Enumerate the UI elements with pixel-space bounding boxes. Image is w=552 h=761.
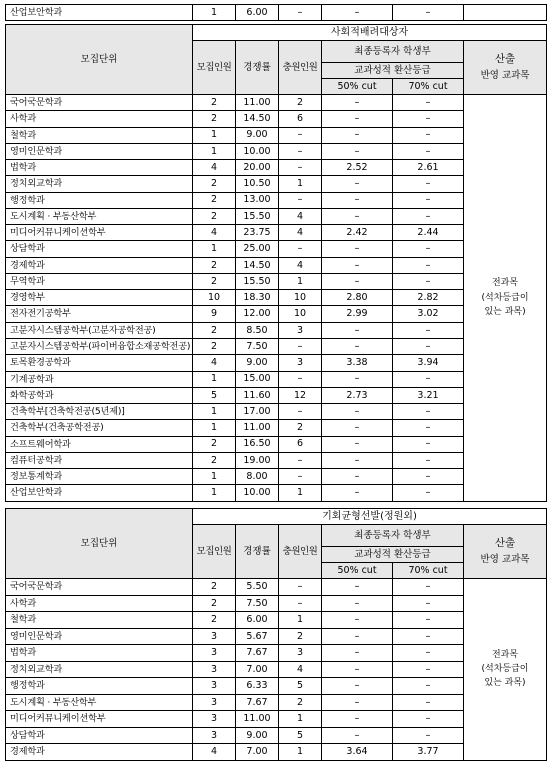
header-unit: 모집단위: [6, 509, 193, 579]
recruit-count: 1: [193, 420, 236, 436]
additional-count: –: [279, 241, 322, 257]
cut70-value: –: [393, 143, 464, 159]
unit-name: 컴퓨터공학과: [6, 452, 193, 468]
recruit-count: 3: [193, 727, 236, 744]
header-final-line2: 교과성적 환산등급: [322, 63, 464, 79]
header-cut70: 70% cut: [393, 79, 464, 95]
competition-ratio: 25.00: [236, 241, 279, 257]
competition-ratio: 9.00: [236, 127, 279, 143]
competition-ratio: 13.00: [236, 192, 279, 208]
recruit-count: 1: [193, 404, 236, 420]
recruit-count: 2: [193, 452, 236, 468]
additional-count: 12: [279, 387, 322, 403]
calc-subject-cell: [464, 5, 547, 21]
recruit-count: 3: [193, 678, 236, 695]
recruit-count: 1: [193, 143, 236, 159]
additional-count: –: [279, 160, 322, 176]
additional-count: 1: [279, 485, 322, 501]
cut50-value: –: [322, 452, 393, 468]
cut50-value: –: [322, 241, 393, 257]
cut70-value: –: [393, 127, 464, 143]
cut50-value: 2.52: [322, 160, 393, 176]
recruit-count: 2: [193, 176, 236, 192]
competition-ratio: 9.00: [236, 355, 279, 371]
cut70-value: –: [393, 5, 464, 21]
unit-name: 도시계획 · 부동산학부: [6, 208, 193, 224]
cut50-value: –: [322, 579, 393, 596]
recruit-count: 5: [193, 387, 236, 403]
additional-count: –: [279, 595, 322, 612]
recruit-count: 2: [193, 436, 236, 452]
additional-count: 10: [279, 306, 322, 322]
header-final-line1: 최종등록자 학생부: [322, 525, 464, 547]
cut70-value: –: [393, 469, 464, 485]
competition-ratio: 7.00: [236, 661, 279, 678]
recruit-count: 3: [193, 711, 236, 728]
cut50-value: –: [322, 420, 393, 436]
recruit-count: 2: [193, 579, 236, 596]
unit-name: 정보통계학과: [6, 469, 193, 485]
competition-ratio: 11.00: [236, 420, 279, 436]
unit-name: 전자전기공학부: [6, 306, 193, 322]
competition-ratio: 11.00: [236, 711, 279, 728]
recruit-count: 1: [193, 469, 236, 485]
unit-name: 상담학과: [6, 727, 193, 744]
competition-ratio: 5.50: [236, 579, 279, 596]
header-recruit: 모집인원: [193, 525, 236, 579]
additional-count: 5: [279, 727, 322, 744]
unit-name: 상담학과: [6, 241, 193, 257]
additional-count: –: [279, 469, 322, 485]
cut50-value: –: [322, 111, 393, 127]
cut50-value: –: [322, 727, 393, 744]
cut70-value: –: [393, 661, 464, 678]
admission-table-opportunity-balance: [5, 508, 547, 761]
category-title: 기회균형선발(정원외): [193, 509, 547, 525]
unit-name: 산업보안학과: [6, 485, 193, 501]
cut50-value: 3.38: [322, 355, 393, 371]
cut50-value: 3.64: [322, 744, 393, 761]
competition-ratio: 6.00: [236, 612, 279, 629]
cut50-value: 2.42: [322, 225, 393, 241]
cut70-value: –: [393, 612, 464, 629]
header-calc-line2: 반영 교과목: [480, 554, 530, 566]
cut50-value: –: [322, 694, 393, 711]
competition-ratio: 17.00: [236, 404, 279, 420]
additional-count: 4: [279, 661, 322, 678]
unit-name: 정치외교학과: [6, 176, 193, 192]
cut50-value: –: [322, 645, 393, 662]
unit-name: 철학과: [6, 612, 193, 629]
cut70-value: –: [393, 485, 464, 501]
recruit-count: 4: [193, 744, 236, 761]
unit-name: 토목환경공학과: [6, 355, 193, 371]
additional-count: –: [279, 5, 322, 21]
competition-ratio: 8.50: [236, 322, 279, 338]
competition-ratio: 7.50: [236, 595, 279, 612]
additional-count: 1: [279, 612, 322, 629]
competition-ratio: 7.67: [236, 645, 279, 662]
recruit-count: 1: [193, 127, 236, 143]
cut50-value: –: [322, 404, 393, 420]
cut50-value: –: [322, 485, 393, 501]
recruit-count: 2: [193, 338, 236, 354]
cut70-value: –: [393, 208, 464, 224]
header-additional: 충원인원: [279, 525, 322, 579]
cut50-value: –: [322, 127, 393, 143]
unit-name: 미디어커뮤니케이션학부: [6, 225, 193, 241]
cut70-value: –: [393, 111, 464, 127]
calc-subject-note: [464, 95, 547, 502]
cut50-value: –: [322, 338, 393, 354]
competition-ratio: 11.00: [236, 95, 279, 111]
cut50-value: –: [322, 436, 393, 452]
additional-count: 6: [279, 436, 322, 452]
cut50-value: –: [322, 322, 393, 338]
additional-count: 10: [279, 290, 322, 306]
additional-count: 5: [279, 678, 322, 695]
cut50-value: –: [322, 612, 393, 629]
competition-ratio: 6.33: [236, 678, 279, 695]
header-cut50: 50% cut: [322, 563, 393, 579]
cut70-value: –: [393, 595, 464, 612]
unit-name: 고분자시스템공학부(고분자공학전공): [6, 322, 193, 338]
header-row: [6, 509, 547, 525]
competition-ratio: 15.00: [236, 371, 279, 387]
cut70-value: –: [393, 727, 464, 744]
recruit-count: 2: [193, 322, 236, 338]
unit-name: 국어국문학과: [6, 95, 193, 111]
cut50-value: –: [322, 95, 393, 111]
unit-name: 미디어커뮤니케이션학부: [6, 711, 193, 728]
table-row: [6, 5, 547, 21]
recruit-count: 1: [193, 5, 236, 21]
cut50-value: –: [322, 176, 393, 192]
unit-name: 경영학부: [6, 290, 193, 306]
cut70-value: –: [393, 273, 464, 289]
competition-ratio: 9.00: [236, 727, 279, 744]
additional-count: –: [279, 127, 322, 143]
additional-count: –: [279, 192, 322, 208]
cut50-value: –: [322, 469, 393, 485]
recruit-count: 2: [193, 95, 236, 111]
unit-name: 법학과: [6, 160, 193, 176]
note-line1: 전과목: [491, 278, 519, 289]
recruit-count: 2: [193, 595, 236, 612]
header-final-line1: 최종등록자 학생부: [322, 41, 464, 63]
recruit-count: 2: [193, 192, 236, 208]
recruit-count: 2: [193, 612, 236, 629]
header-recruit: 모집인원: [193, 41, 236, 95]
cut70-value: –: [393, 678, 464, 695]
cut70-value: –: [393, 711, 464, 728]
additional-count: –: [279, 404, 322, 420]
competition-ratio: 14.50: [236, 257, 279, 273]
additional-count: 3: [279, 645, 322, 662]
table-row: [6, 95, 547, 111]
additional-count: 1: [279, 711, 322, 728]
cut50-value: –: [322, 678, 393, 695]
additional-count: 2: [279, 420, 322, 436]
unit-name: 경제학과: [6, 257, 193, 273]
header-calc-line1: 산출: [494, 536, 516, 549]
competition-ratio: 10.00: [236, 143, 279, 159]
recruit-count: 3: [193, 628, 236, 645]
note-line3: 있는 과목): [484, 678, 526, 689]
cut50-value: 2.80: [322, 290, 393, 306]
unit-name: 건축학부(건축공학전공): [6, 420, 193, 436]
cut50-value: –: [322, 628, 393, 645]
additional-count: –: [279, 143, 322, 159]
header-row: [6, 25, 547, 41]
additional-count: 4: [279, 225, 322, 241]
cut50-value: 2.73: [322, 387, 393, 403]
competition-ratio: 7.67: [236, 694, 279, 711]
cut70-value: 2.44: [393, 225, 464, 241]
note-line1: 전과목: [491, 649, 519, 660]
cut70-value: –: [393, 628, 464, 645]
competition-ratio: 7.50: [236, 338, 279, 354]
unit-name: 소프트웨어학과: [6, 436, 193, 452]
competition-ratio: 6.00: [236, 5, 279, 21]
header-calc-line2: 반영 교과목: [480, 70, 530, 82]
cut70-value: –: [393, 257, 464, 273]
cut70-value: –: [393, 420, 464, 436]
additional-count: –: [279, 579, 322, 596]
recruit-count: 2: [193, 208, 236, 224]
additional-count: 2: [279, 95, 322, 111]
cut50-value: –: [322, 257, 393, 273]
header-calc-subject: [464, 41, 547, 95]
cut70-value: 3.94: [393, 355, 464, 371]
competition-ratio: 5.67: [236, 628, 279, 645]
additional-count: –: [279, 338, 322, 354]
cut50-value: –: [322, 192, 393, 208]
cut50-value: –: [322, 711, 393, 728]
unit-name: 사학과: [6, 595, 193, 612]
unit-name: 국어국문학과: [6, 579, 193, 596]
header-final-line2: 교과성적 환산등급: [322, 547, 464, 563]
cut70-value: 3.21: [393, 387, 464, 403]
header-additional: 충원인원: [279, 41, 322, 95]
cut70-value: 2.61: [393, 160, 464, 176]
additional-count: 3: [279, 355, 322, 371]
competition-ratio: 19.00: [236, 452, 279, 468]
unit-name: 건축학부[건축학전공(5년제)]: [6, 404, 193, 420]
unit-name: 고분자시스템공학부(파이버융합소재공학전공): [6, 338, 193, 354]
recruit-count: 2: [193, 111, 236, 127]
recruit-count: 1: [193, 241, 236, 257]
unit-name: 경제학과: [6, 744, 193, 761]
note-line2: (석차등급이: [481, 292, 529, 303]
recruit-count: 3: [193, 645, 236, 662]
header-cut50: 50% cut: [322, 79, 393, 95]
recruit-count: 9: [193, 306, 236, 322]
additional-count: 4: [279, 257, 322, 273]
cut50-value: –: [322, 661, 393, 678]
calc-subject-note: [464, 579, 547, 761]
additional-count: 6: [279, 111, 322, 127]
cut70-value: –: [393, 371, 464, 387]
cut70-value: –: [393, 95, 464, 111]
recruit-count: 4: [193, 160, 236, 176]
cut70-value: 2.82: [393, 290, 464, 306]
cut70-value: 3.02: [393, 306, 464, 322]
header-cut70: 70% cut: [393, 563, 464, 579]
recruit-count: 1: [193, 371, 236, 387]
additional-count: 1: [279, 176, 322, 192]
cut70-value: –: [393, 338, 464, 354]
additional-count: 1: [279, 744, 322, 761]
competition-ratio: 10.50: [236, 176, 279, 192]
cut50-value: –: [322, 273, 393, 289]
unit-name: 사학과: [6, 111, 193, 127]
cut70-value: –: [393, 694, 464, 711]
competition-ratio: 23.75: [236, 225, 279, 241]
note-line2: (석차등급이: [481, 664, 529, 675]
unit-name: 행정학과: [6, 678, 193, 695]
competition-ratio: 15.50: [236, 273, 279, 289]
cut70-value: –: [393, 176, 464, 192]
cut70-value: –: [393, 452, 464, 468]
header-unit: 모집단위: [6, 25, 193, 95]
competition-ratio: 7.00: [236, 744, 279, 761]
unit-name: 영미인문학과: [6, 628, 193, 645]
competition-ratio: 10.00: [236, 485, 279, 501]
cut50-value: –: [322, 595, 393, 612]
additional-count: 2: [279, 694, 322, 711]
unit-name: 철학과: [6, 127, 193, 143]
competition-ratio: 15.50: [236, 208, 279, 224]
unit-name: 법학과: [6, 645, 193, 662]
recruit-count: 1: [193, 485, 236, 501]
cut70-value: 3.77: [393, 744, 464, 761]
table-row: [6, 579, 547, 596]
cut50-value: –: [322, 371, 393, 387]
recruit-count: 3: [193, 661, 236, 678]
additional-count: 3: [279, 322, 322, 338]
unit-name: 정치외교학과: [6, 661, 193, 678]
cut70-value: –: [393, 192, 464, 208]
recruit-count: 3: [193, 694, 236, 711]
additional-count: –: [279, 452, 322, 468]
cut70-value: –: [393, 241, 464, 257]
cut50-value: –: [322, 208, 393, 224]
continuation-table: [5, 4, 547, 21]
category-title: 사회적배려대상자: [193, 25, 547, 41]
competition-ratio: 11.60: [236, 387, 279, 403]
unit-name: 행정학과: [6, 192, 193, 208]
cut70-value: –: [393, 322, 464, 338]
cut50-value: –: [322, 143, 393, 159]
recruit-count: 2: [193, 273, 236, 289]
competition-ratio: 16.50: [236, 436, 279, 452]
competition-ratio: 14.50: [236, 111, 279, 127]
unit-name: 무역학과: [6, 273, 193, 289]
cut70-value: –: [393, 404, 464, 420]
cut70-value: –: [393, 579, 464, 596]
recruit-count: 2: [193, 257, 236, 273]
recruit-count: 10: [193, 290, 236, 306]
additional-count: –: [279, 371, 322, 387]
unit-name: 도시계획 · 부동산학부: [6, 694, 193, 711]
cut70-value: –: [393, 645, 464, 662]
competition-ratio: 20.00: [236, 160, 279, 176]
competition-ratio: 8.00: [236, 469, 279, 485]
unit-name: 화학공학과: [6, 387, 193, 403]
competition-ratio: 18.30: [236, 290, 279, 306]
cut50-value: 2.99: [322, 306, 393, 322]
header-ratio: 경쟁률: [236, 525, 279, 579]
unit-name: 기계공학과: [6, 371, 193, 387]
header-ratio: 경쟁률: [236, 41, 279, 95]
unit-name: 영미인문학과: [6, 143, 193, 159]
additional-count: 2: [279, 628, 322, 645]
header-calc-line1: 산출: [494, 52, 516, 65]
additional-count: 1: [279, 273, 322, 289]
header-calc-subject: [464, 525, 547, 579]
unit-name: 산업보안학과: [6, 5, 193, 21]
cut50-value: –: [322, 5, 393, 21]
recruit-count: 4: [193, 355, 236, 371]
recruit-count: 4: [193, 225, 236, 241]
admission-table-social-consideration: [5, 24, 547, 502]
competition-ratio: 12.00: [236, 306, 279, 322]
additional-count: 4: [279, 208, 322, 224]
cut70-value: –: [393, 436, 464, 452]
note-line3: 있는 과목): [484, 307, 526, 318]
